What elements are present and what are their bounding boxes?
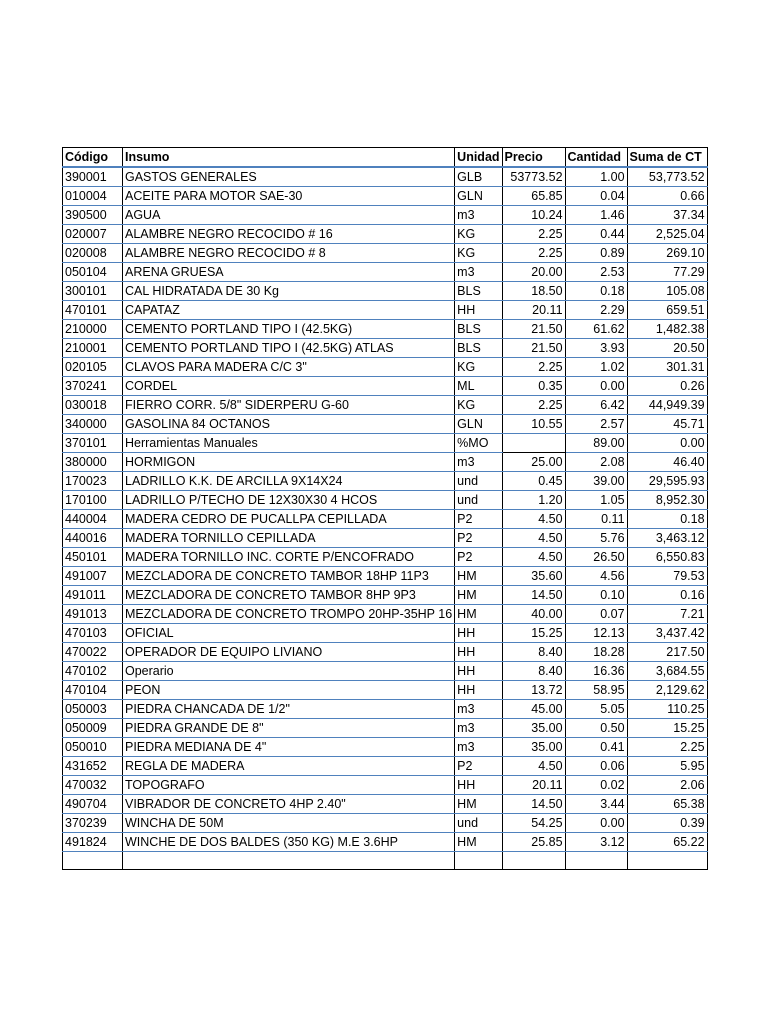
cell-insumo: ALAMBRE NEGRO RECOCIDO # 8 xyxy=(123,244,455,263)
table-row xyxy=(63,814,708,833)
cell-unidad: HM xyxy=(455,795,502,814)
cell-insumo: PIEDRA MEDIANA DE 4" xyxy=(123,738,455,757)
cell-precio: 4.50 xyxy=(502,510,565,529)
cell-insumo: OFICIAL xyxy=(123,624,455,643)
cell-unidad: P2 xyxy=(455,529,502,548)
table-row xyxy=(63,700,708,719)
cell-unidad: m3 xyxy=(455,263,502,282)
cell-precio: 0.45 xyxy=(502,472,565,491)
header-codigo: Código xyxy=(63,148,123,168)
cell-codigo: 050003 xyxy=(63,700,123,719)
cell-precio xyxy=(502,852,565,870)
cell-codigo: 440004 xyxy=(63,510,123,529)
cell-suma: 65.22 xyxy=(627,833,707,852)
cell-insumo: FIERRO CORR. 5/8" SIDERPERU G-60 xyxy=(123,396,455,415)
cell-suma: 105.08 xyxy=(627,282,707,301)
table-row xyxy=(63,757,708,776)
cell-unidad: P2 xyxy=(455,548,502,567)
cell-suma: 6,550.83 xyxy=(627,548,707,567)
cell-codigo: 020105 xyxy=(63,358,123,377)
cell-insumo: MEZCLADORA DE CONCRETO TAMBOR 8HP 9P3 xyxy=(123,586,455,605)
cell-suma: 65.38 xyxy=(627,795,707,814)
cell-cantidad: 0.18 xyxy=(565,282,627,301)
cell-suma: 0.16 xyxy=(627,586,707,605)
cell-insumo: GASTOS GENERALES xyxy=(123,167,455,187)
cell-insumo: MADERA TORNILLO INC. CORTE P/ENCOFRADO xyxy=(123,548,455,567)
table-row xyxy=(63,491,708,510)
cell-suma: 79.53 xyxy=(627,567,707,586)
cell-suma: 53,773.52 xyxy=(627,167,707,187)
cell-cantidad: 6.42 xyxy=(565,396,627,415)
cell-suma: 20.50 xyxy=(627,339,707,358)
cell-suma: 29,595.93 xyxy=(627,472,707,491)
table-row xyxy=(63,415,708,434)
cell-cantidad: 0.11 xyxy=(565,510,627,529)
table-row xyxy=(63,167,708,187)
cell-precio: 35.60 xyxy=(502,567,565,586)
cell-unidad: m3 xyxy=(455,719,502,738)
cell-unidad: HH xyxy=(455,301,502,320)
cell-unidad: und xyxy=(455,814,502,833)
cell-codigo: 210000 xyxy=(63,320,123,339)
cell-unidad: HM xyxy=(455,605,502,624)
cell-codigo: 030018 xyxy=(63,396,123,415)
cell-codigo: 470103 xyxy=(63,624,123,643)
cell-unidad: HM xyxy=(455,833,502,852)
cell-cantidad: 0.00 xyxy=(565,377,627,396)
cell-insumo: LADRILLO K.K. DE ARCILLA 9X14X24 xyxy=(123,472,455,491)
cell-precio: 4.50 xyxy=(502,548,565,567)
cell-cantidad: 3.12 xyxy=(565,833,627,852)
cell-precio: 10.24 xyxy=(502,206,565,225)
table-row xyxy=(63,225,708,244)
cell-codigo: 050009 xyxy=(63,719,123,738)
cell-unidad: HM xyxy=(455,567,502,586)
cell-suma: 217.50 xyxy=(627,643,707,662)
cell-unidad: HM xyxy=(455,586,502,605)
table-row xyxy=(63,643,708,662)
cell-precio: 20.00 xyxy=(502,263,565,282)
cell-unidad: P2 xyxy=(455,510,502,529)
cell-insumo: CLAVOS PARA MADERA C/C 3" xyxy=(123,358,455,377)
table-row xyxy=(63,852,708,870)
table-row xyxy=(63,529,708,548)
cell-unidad: BLS xyxy=(455,339,502,358)
cell-insumo: CEMENTO PORTLAND TIPO I (42.5KG) xyxy=(123,320,455,339)
cell-cantidad: 16.36 xyxy=(565,662,627,681)
cell-cantidad: 18.28 xyxy=(565,643,627,662)
table-row xyxy=(63,719,708,738)
cell-insumo: MADERA TORNILLO CEPILLADA xyxy=(123,529,455,548)
cell-suma: 77.29 xyxy=(627,263,707,282)
cell-codigo: 470032 xyxy=(63,776,123,795)
cell-insumo: LADRILLO P/TECHO DE 12X30X30 4 HCOS xyxy=(123,491,455,510)
table-row xyxy=(63,738,708,757)
cell-precio: 35.00 xyxy=(502,738,565,757)
cell-suma: 3,437.42 xyxy=(627,624,707,643)
cell-cantidad: 2.08 xyxy=(565,453,627,472)
table-row xyxy=(63,567,708,586)
cell-insumo: TOPOGRAFO xyxy=(123,776,455,795)
table-row xyxy=(63,472,708,491)
cell-unidad: m3 xyxy=(455,700,502,719)
cell-unidad: KG xyxy=(455,358,502,377)
cell-cantidad: 5.76 xyxy=(565,529,627,548)
cell-insumo: ALAMBRE NEGRO RECOCIDO # 16 xyxy=(123,225,455,244)
cell-insumo: HORMIGON xyxy=(123,453,455,472)
cell-unidad: KG xyxy=(455,225,502,244)
table-row xyxy=(63,795,708,814)
cell-codigo: 390500 xyxy=(63,206,123,225)
cell-suma: 110.25 xyxy=(627,700,707,719)
cell-codigo: 491011 xyxy=(63,586,123,605)
insumos-table xyxy=(62,147,708,870)
cell-suma: 37.34 xyxy=(627,206,707,225)
cell-insumo: PEON xyxy=(123,681,455,700)
cell-insumo: WINCHE DE DOS BALDES (350 KG) M.E 3.6HP xyxy=(123,833,455,852)
table-row xyxy=(63,320,708,339)
cell-cantidad: 2.53 xyxy=(565,263,627,282)
table-row xyxy=(63,776,708,795)
cell-suma: 659.51 xyxy=(627,301,707,320)
cell-precio: 2.25 xyxy=(502,225,565,244)
cell-insumo: CAL HIDRATADA DE 30 Kg xyxy=(123,282,455,301)
cell-cantidad: 0.50 xyxy=(565,719,627,738)
cell-precio: 10.55 xyxy=(502,415,565,434)
cell-suma: 2,525.04 xyxy=(627,225,707,244)
cell-cantidad: 58.95 xyxy=(565,681,627,700)
cell-cantidad: 0.00 xyxy=(565,814,627,833)
cell-precio: 4.50 xyxy=(502,529,565,548)
table-row xyxy=(63,339,708,358)
cell-precio: 21.50 xyxy=(502,320,565,339)
cell-suma: 269.10 xyxy=(627,244,707,263)
cell-unidad: und xyxy=(455,472,502,491)
cell-precio: 14.50 xyxy=(502,795,565,814)
cell-insumo: WINCHA DE 50M xyxy=(123,814,455,833)
table-row xyxy=(63,605,708,624)
cell-unidad: BLS xyxy=(455,320,502,339)
cell-codigo: 170023 xyxy=(63,472,123,491)
cell-precio: 2.25 xyxy=(502,244,565,263)
cell-suma: 2.25 xyxy=(627,738,707,757)
cell-insumo: ARENA GRUESA xyxy=(123,263,455,282)
cell-suma: 46.40 xyxy=(627,453,707,472)
cell-cantidad: 0.07 xyxy=(565,605,627,624)
cell-cantidad: 0.02 xyxy=(565,776,627,795)
table-row xyxy=(63,206,708,225)
header-precio: Precio xyxy=(502,148,565,168)
cell-insumo: VIBRADOR DE CONCRETO 4HP 2.40" xyxy=(123,795,455,814)
cell-cantidad: 89.00 xyxy=(565,434,627,453)
cell-precio: 20.11 xyxy=(502,776,565,795)
cell-suma: 0.18 xyxy=(627,510,707,529)
cell-suma: 0.66 xyxy=(627,187,707,206)
cell-unidad: HH xyxy=(455,624,502,643)
table-row xyxy=(63,434,708,453)
cell-codigo: 470022 xyxy=(63,643,123,662)
cell-unidad: GLN xyxy=(455,187,502,206)
header-unidad: Unidad xyxy=(455,148,502,168)
cell-cantidad: 26.50 xyxy=(565,548,627,567)
table-row xyxy=(63,662,708,681)
cell-codigo: 470104 xyxy=(63,681,123,700)
cell-cantidad: 1.00 xyxy=(565,167,627,187)
cell-precio: 65.85 xyxy=(502,187,565,206)
header-cantidad: Cantidad xyxy=(565,148,627,168)
cell-cantidad: 0.06 xyxy=(565,757,627,776)
cell-insumo: CEMENTO PORTLAND TIPO I (42.5KG) ATLAS xyxy=(123,339,455,358)
cell-suma: 3,463.12 xyxy=(627,529,707,548)
cell-insumo: CORDEL xyxy=(123,377,455,396)
cell-unidad: HH xyxy=(455,776,502,795)
cell-suma: 45.71 xyxy=(627,415,707,434)
table-row xyxy=(63,586,708,605)
cell-codigo: 491013 xyxy=(63,605,123,624)
table-row xyxy=(63,377,708,396)
cell-suma: 15.25 xyxy=(627,719,707,738)
cell-suma: 0.00 xyxy=(627,434,707,453)
table-body xyxy=(63,167,708,870)
cell-suma: 0.39 xyxy=(627,814,707,833)
table-row xyxy=(63,358,708,377)
cell-suma: 7.21 xyxy=(627,605,707,624)
cell-cantidad: 1.02 xyxy=(565,358,627,377)
table-row xyxy=(63,624,708,643)
cell-cantidad: 5.05 xyxy=(565,700,627,719)
cell-codigo: 491007 xyxy=(63,567,123,586)
cell-cantidad: 0.10 xyxy=(565,586,627,605)
table-row xyxy=(63,187,708,206)
cell-codigo: 050010 xyxy=(63,738,123,757)
cell-insumo: Herramientas Manuales xyxy=(123,434,455,453)
table-row xyxy=(63,263,708,282)
cell-codigo: 010004 xyxy=(63,187,123,206)
cell-insumo: PIEDRA CHANCADA DE 1/2" xyxy=(123,700,455,719)
cell-precio: 8.40 xyxy=(502,662,565,681)
table-row xyxy=(63,833,708,852)
cell-insumo: OPERADOR DE EQUIPO LIVIANO xyxy=(123,643,455,662)
cell-precio: 2.25 xyxy=(502,358,565,377)
cell-precio: 0.35 xyxy=(502,377,565,396)
table-row xyxy=(63,282,708,301)
cell-cantidad: 4.56 xyxy=(565,567,627,586)
header-insumo: Insumo xyxy=(123,148,455,168)
cell-unidad: m3 xyxy=(455,738,502,757)
cell-insumo xyxy=(123,852,455,870)
cell-cantidad xyxy=(565,852,627,870)
cell-cantidad: 2.29 xyxy=(565,301,627,320)
cell-cantidad: 1.46 xyxy=(565,206,627,225)
cell-cantidad: 12.13 xyxy=(565,624,627,643)
cell-unidad: m3 xyxy=(455,206,502,225)
table-row xyxy=(63,453,708,472)
cell-cantidad: 39.00 xyxy=(565,472,627,491)
cell-suma: 301.31 xyxy=(627,358,707,377)
cell-precio: 21.50 xyxy=(502,339,565,358)
cell-precio: 1.20 xyxy=(502,491,565,510)
cell-insumo: Operario xyxy=(123,662,455,681)
cell-precio: 25.85 xyxy=(502,833,565,852)
cell-unidad: HH xyxy=(455,681,502,700)
cell-codigo: 020008 xyxy=(63,244,123,263)
cell-insumo: MADERA CEDRO DE PUCALLPA CEPILLADA xyxy=(123,510,455,529)
table-row xyxy=(63,244,708,263)
table-row xyxy=(63,548,708,567)
cell-codigo: 490704 xyxy=(63,795,123,814)
cell-precio: 54.25 xyxy=(502,814,565,833)
cell-insumo: CAPATAZ xyxy=(123,301,455,320)
cell-codigo: 431652 xyxy=(63,757,123,776)
cell-unidad: P2 xyxy=(455,757,502,776)
cell-cantidad: 2.57 xyxy=(565,415,627,434)
cell-cantidad: 0.44 xyxy=(565,225,627,244)
cell-codigo: 440016 xyxy=(63,529,123,548)
cell-suma: 2,129.62 xyxy=(627,681,707,700)
cell-cantidad: 3.44 xyxy=(565,795,627,814)
cell-precio: 14.50 xyxy=(502,586,565,605)
cell-precio xyxy=(502,434,565,453)
table-row xyxy=(63,510,708,529)
cell-suma: 2.06 xyxy=(627,776,707,795)
cell-precio: 40.00 xyxy=(502,605,565,624)
cell-codigo: 390001 xyxy=(63,167,123,187)
cell-codigo: 170100 xyxy=(63,491,123,510)
cell-suma: 44,949.39 xyxy=(627,396,707,415)
cell-suma xyxy=(627,852,707,870)
cell-cantidad: 0.41 xyxy=(565,738,627,757)
cell-precio: 53773.52 xyxy=(502,167,565,187)
cell-codigo: 370239 xyxy=(63,814,123,833)
cell-suma: 1,482.38 xyxy=(627,320,707,339)
cell-codigo xyxy=(63,852,123,870)
header-suma: Suma de CT xyxy=(627,148,707,168)
cell-codigo: 470101 xyxy=(63,301,123,320)
cell-precio: 20.11 xyxy=(502,301,565,320)
table-row xyxy=(63,681,708,700)
cell-insumo: MEZCLADORA DE CONCRETO TROMPO 20HP-35HP 16 xyxy=(123,605,455,624)
cell-unidad: ML xyxy=(455,377,502,396)
cell-precio: 35.00 xyxy=(502,719,565,738)
cell-codigo: 491824 xyxy=(63,833,123,852)
cell-unidad: HH xyxy=(455,643,502,662)
cell-suma: 0.26 xyxy=(627,377,707,396)
cell-unidad: KG xyxy=(455,396,502,415)
cell-suma: 8,952.30 xyxy=(627,491,707,510)
header-row xyxy=(63,148,708,168)
cell-precio: 15.25 xyxy=(502,624,565,643)
cell-precio: 2.25 xyxy=(502,396,565,415)
cell-cantidad: 1.05 xyxy=(565,491,627,510)
cell-unidad: und xyxy=(455,491,502,510)
cell-precio: 4.50 xyxy=(502,757,565,776)
cell-unidad: KG xyxy=(455,244,502,263)
cell-unidad: GLB xyxy=(455,167,502,187)
cell-precio: 18.50 xyxy=(502,282,565,301)
cell-precio: 8.40 xyxy=(502,643,565,662)
cell-codigo: 050104 xyxy=(63,263,123,282)
cell-codigo: 020007 xyxy=(63,225,123,244)
cell-insumo: MEZCLADORA DE CONCRETO TAMBOR 18HP 11P3 xyxy=(123,567,455,586)
cell-unidad: GLN xyxy=(455,415,502,434)
cell-codigo: 370101 xyxy=(63,434,123,453)
cell-cantidad: 0.04 xyxy=(565,187,627,206)
cell-unidad: HH xyxy=(455,662,502,681)
table-row xyxy=(63,301,708,320)
cell-precio: 13.72 xyxy=(502,681,565,700)
cell-cantidad: 0.89 xyxy=(565,244,627,263)
cell-unidad xyxy=(455,852,502,870)
cell-precio: 45.00 xyxy=(502,700,565,719)
cell-unidad: %MO xyxy=(455,434,502,453)
cell-suma: 3,684.55 xyxy=(627,662,707,681)
cell-cantidad: 61.62 xyxy=(565,320,627,339)
cell-codigo: 370241 xyxy=(63,377,123,396)
cell-insumo: GASOLINA 84 OCTANOS xyxy=(123,415,455,434)
cell-cantidad: 3.93 xyxy=(565,339,627,358)
cell-suma: 5.95 xyxy=(627,757,707,776)
cell-codigo: 470102 xyxy=(63,662,123,681)
cell-precio: 25.00 xyxy=(502,453,565,472)
cell-codigo: 340000 xyxy=(63,415,123,434)
cell-insumo: AGUA xyxy=(123,206,455,225)
table-row xyxy=(63,396,708,415)
cell-codigo: 300101 xyxy=(63,282,123,301)
cell-insumo: REGLA DE MADERA xyxy=(123,757,455,776)
cell-insumo: ACEITE PARA MOTOR SAE-30 xyxy=(123,187,455,206)
cell-unidad: BLS xyxy=(455,282,502,301)
cell-codigo: 210001 xyxy=(63,339,123,358)
cell-insumo: PIEDRA GRANDE DE 8" xyxy=(123,719,455,738)
cell-codigo: 450101 xyxy=(63,548,123,567)
cell-codigo: 380000 xyxy=(63,453,123,472)
cell-unidad: m3 xyxy=(455,453,502,472)
